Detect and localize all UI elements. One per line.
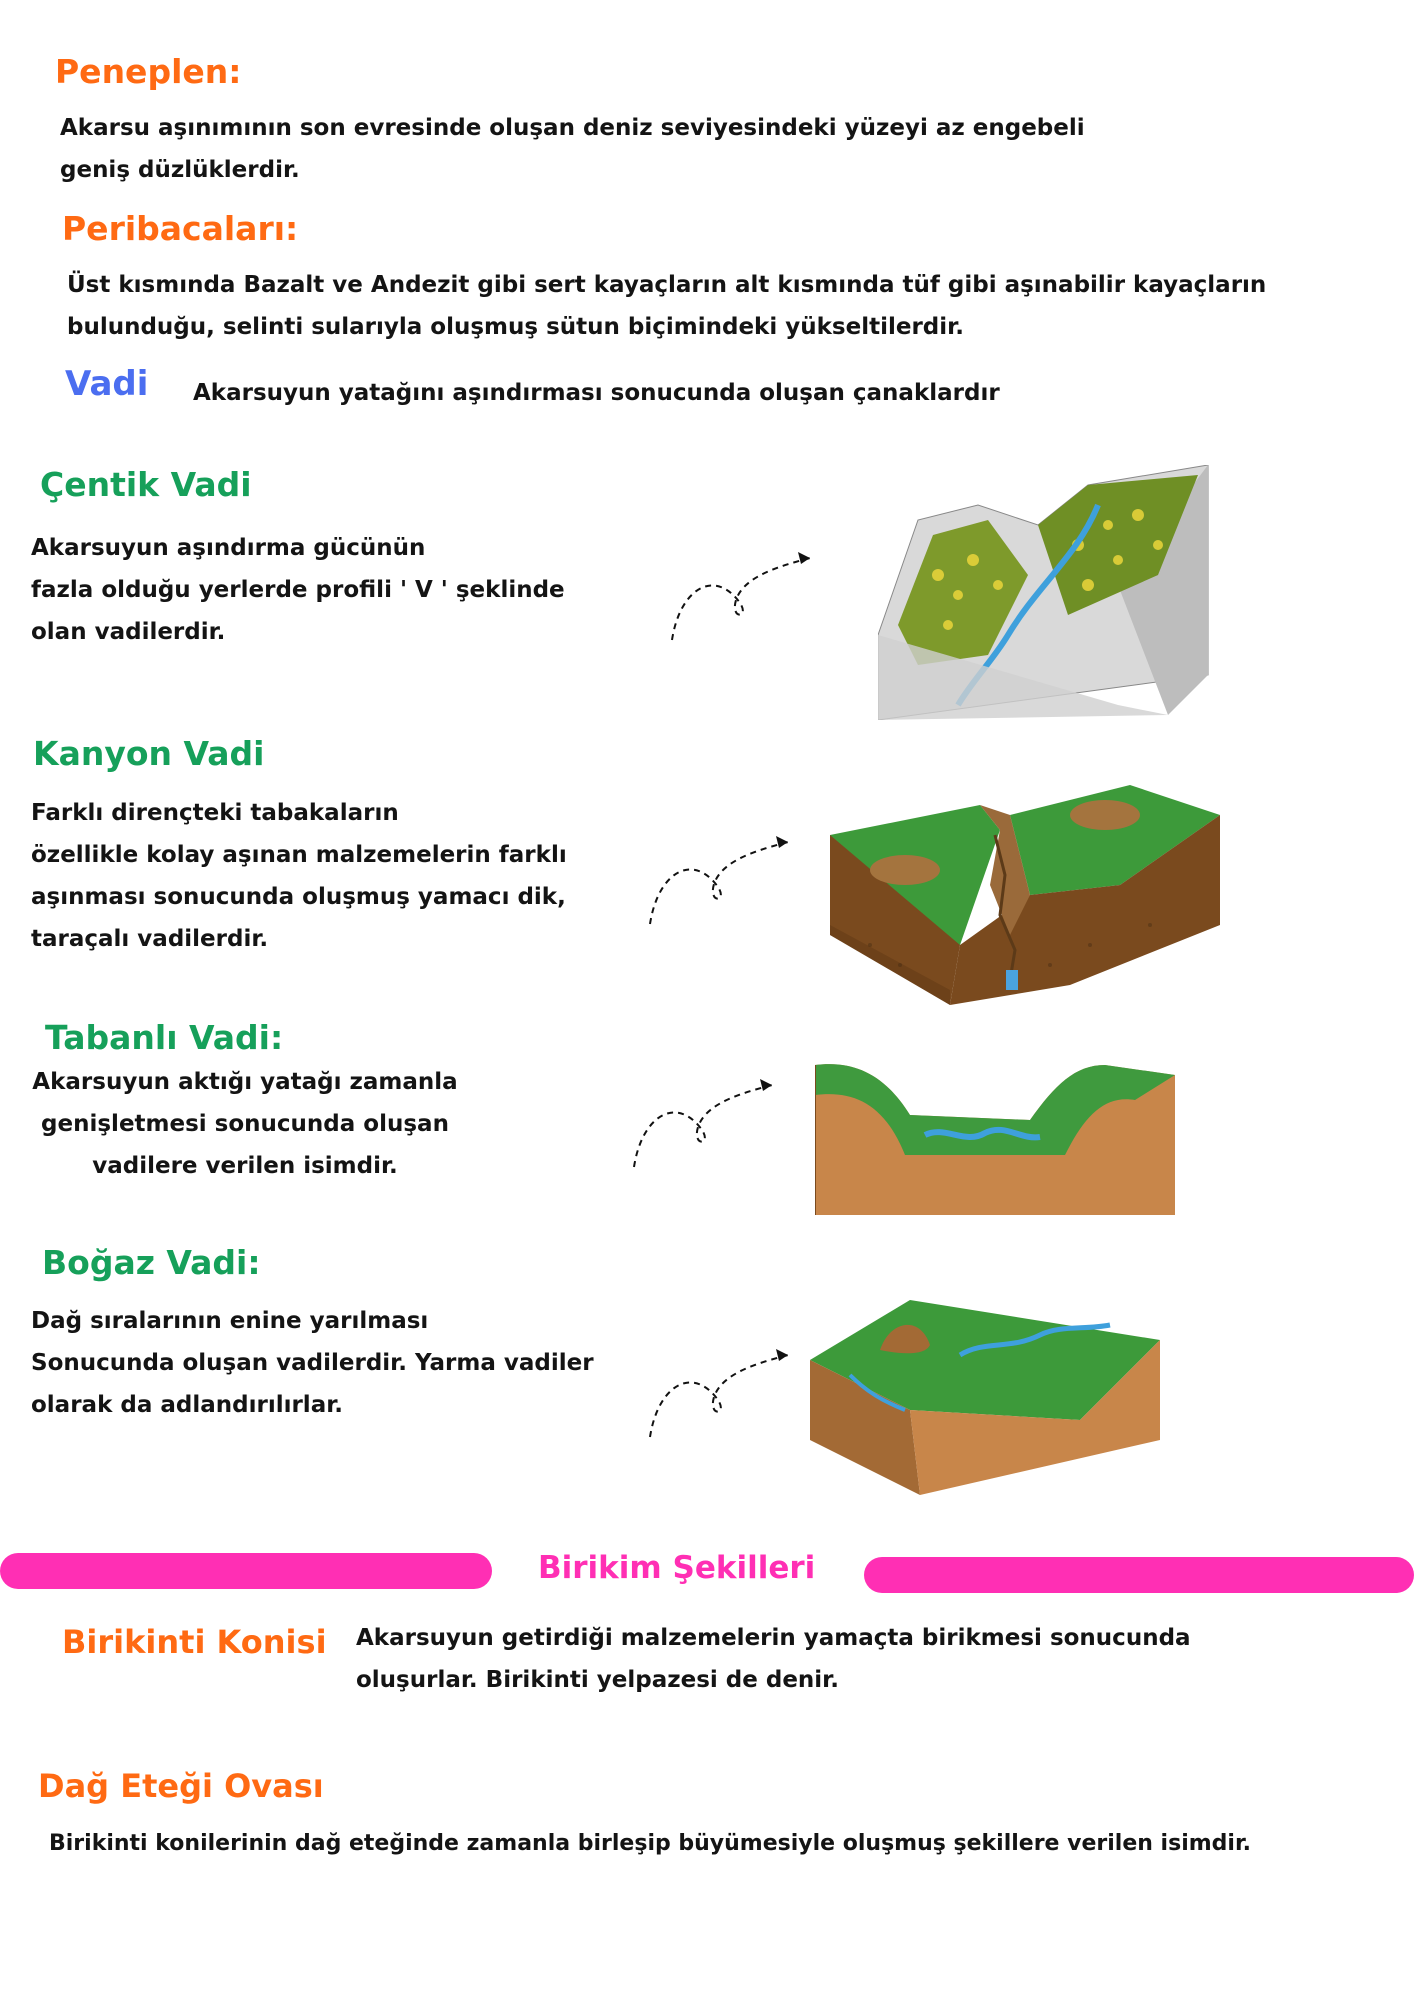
birikinti-konisi-text: [356, 1617, 1191, 1701]
bogaz-vadi-title: Boğaz Vadi:: [42, 1243, 261, 1282]
peribacalari-line-1: Üst kısmında Bazalt ve Andezit gibi sert kayaçların alt kısmında tüf gibi aşınabilir kayaçların: [67, 272, 1267, 298]
vadi-title: Vadi: [65, 364, 149, 404]
kanyon-vadi-text: [31, 792, 567, 960]
dag-etegi-ovasi-text: [49, 1823, 1251, 1865]
tabanli-line-2: genişletmesi sonucunda oluşan: [41, 1111, 449, 1137]
kanyon-line-1: Farklı dirençteki tabakaların: [31, 800, 399, 826]
centik-line-2: fazla olduğu yerlerde profili ' V ' şeklinde: [31, 577, 565, 603]
tabanli-line-3: vadilere verilen isimdir.: [92, 1153, 398, 1179]
gorge-illustration: [810, 1300, 1160, 1495]
section-divider-right: [864, 1557, 1414, 1593]
peribacalari-line-2: bulunduğu, selinti sularıyla oluşmuş sütun biçimindeki yükseltilerdir.: [67, 314, 964, 340]
dag-etegi-line: Birikinti konilerinin dağ eteğinde zamanla birleşip büyümesiyle oluşmuş şekillere verilen isimdir.: [49, 1831, 1252, 1856]
birikinti-line-1: Akarsuyun getirdiği malzemelerin yamaçta birikmesi sonucunda: [356, 1625, 1191, 1651]
v-valley-illustration: [878, 465, 1213, 720]
dashed-curved-arrow-icon: [638, 1345, 808, 1445]
tabanli-vadi-text: [0, 1061, 490, 1187]
kanyon-line-3: aşınması sonucunda oluşmuş yamacı dik,: [31, 884, 566, 910]
dashed-curved-arrow-icon: [660, 548, 830, 648]
dag-etegi-ovasi-title: Dağ Eteği Ovası: [38, 1767, 324, 1805]
centik-line-1: Akarsuyun aşındırma gücünün: [31, 535, 426, 561]
kanyon-line-4: taraçalı vadilerdir.: [31, 926, 269, 952]
peneplen-line-1: Akarsu aşınımının son evresinde oluşan deniz seviyesindeki yüzeyi az engebeli: [60, 115, 1085, 141]
tabanli-line-1: Akarsuyun aktığı yatağı zamanla: [32, 1069, 458, 1095]
vadi-line: Akarsuyun yatağını aşındırması sonucunda oluşan çanaklardır: [193, 380, 1000, 406]
canyon-illustration: [830, 775, 1220, 1015]
bogaz-line-3: olarak da adlandırılırlar.: [31, 1392, 344, 1418]
flat-floor-valley-illustration: [815, 1045, 1175, 1215]
peneplen-text: [60, 107, 1085, 191]
dashed-curved-arrow-icon: [622, 1075, 792, 1175]
centik-vadi-title: Çentik Vadi: [40, 465, 252, 504]
birikinti-konisi-title: Birikinti Konisi: [62, 1623, 327, 1661]
peribacalari-text: [67, 264, 1266, 348]
bogaz-vadi-text: [31, 1300, 594, 1426]
bogaz-line-1: Dağ sıralarının enine yarılması: [31, 1308, 429, 1334]
section-divider-left: [0, 1553, 492, 1589]
kanyon-line-2: özellikle kolay aşınan malzemelerin farklı: [31, 842, 567, 868]
peneplen-title: Peneplen:: [55, 52, 242, 91]
peneplen-line-2: geniş düzlüklerdir.: [60, 157, 300, 183]
bogaz-line-2: Sonucunda oluşan vadilerdir. Yarma vadiler: [31, 1350, 594, 1376]
vadi-text: [193, 372, 1000, 414]
centik-line-3: olan vadilerdir.: [31, 619, 226, 645]
centik-vadi-text: [31, 527, 565, 653]
peribacalari-title: Peribacaları:: [62, 209, 299, 248]
dashed-curved-arrow-icon: [638, 832, 808, 932]
birikinti-line-2: oluşurlar. Birikinti yelpazesi de denir.: [356, 1667, 839, 1693]
birikim-sekilleri-title: Birikim Şekilleri: [538, 1550, 816, 1586]
tabanli-vadi-title: Tabanlı Vadi:: [45, 1018, 284, 1057]
kanyon-vadi-title: Kanyon Vadi: [33, 734, 265, 773]
